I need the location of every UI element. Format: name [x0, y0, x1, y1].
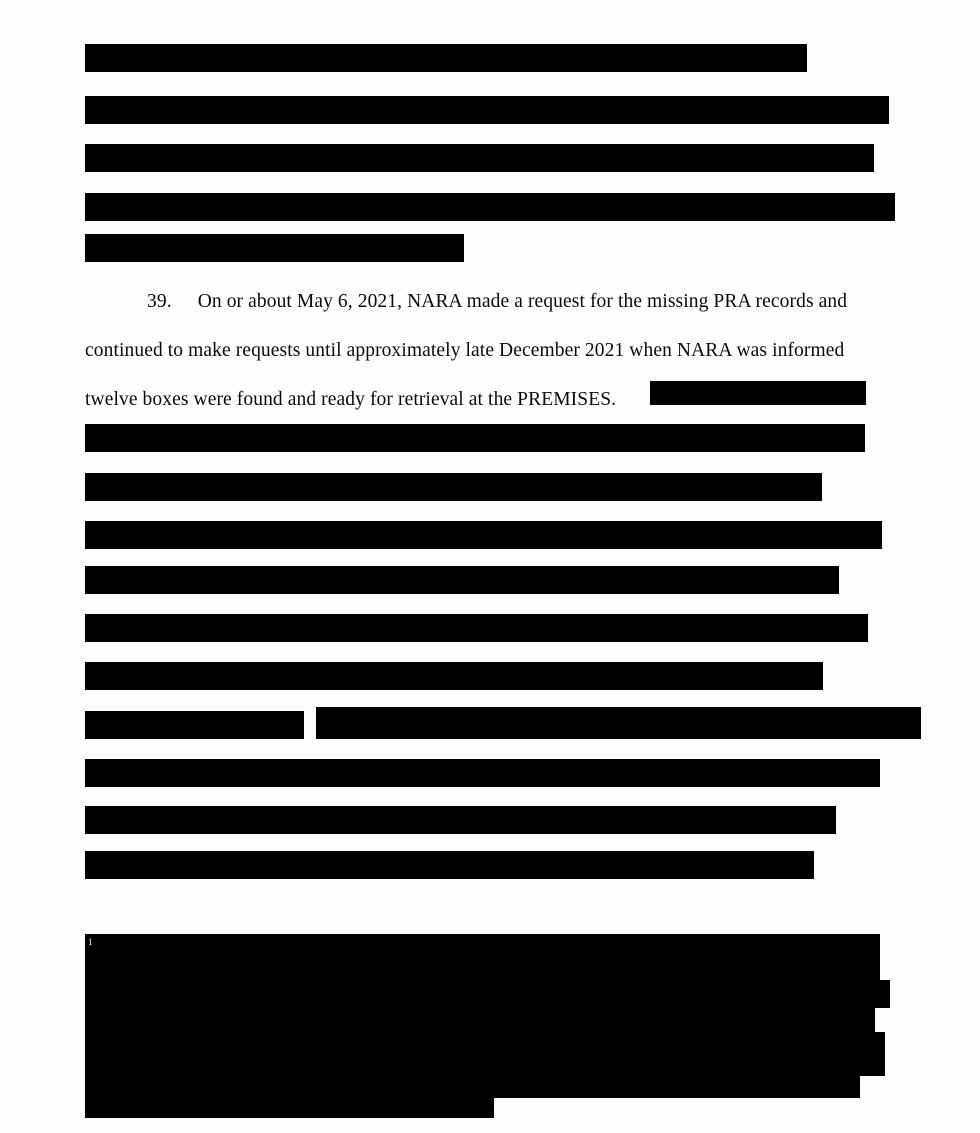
- redaction-bar: [85, 1098, 494, 1118]
- redaction-bar: [85, 473, 822, 501]
- paragraph-line-1: [85, 277, 895, 326]
- redaction-bar: [85, 980, 890, 1008]
- redaction-bar: [85, 44, 807, 72]
- redaction-bar: [85, 662, 823, 690]
- redaction-bar: [85, 711, 304, 739]
- paragraph-line-text: twelve boxes were found and ready for retrieval at the PREMISES.: [85, 389, 617, 410]
- redaction-bar: [85, 614, 868, 642]
- redaction-bar: [85, 521, 882, 549]
- redaction-bar: [85, 424, 865, 452]
- redaction-bar: [85, 759, 880, 787]
- redaction-bar: [85, 1008, 875, 1032]
- redaction-bar: [85, 1032, 885, 1076]
- redaction-bar: [85, 234, 464, 262]
- paragraph-line-text: continued to make requests until approximately late December 2021 when NARA was informed: [85, 340, 845, 361]
- redaction-bar: [85, 96, 889, 124]
- paragraph-line-2: [85, 326, 895, 375]
- footnote-marker: 1: [88, 937, 93, 947]
- redaction-bar: [85, 806, 836, 834]
- redaction-bar: [316, 707, 921, 739]
- redaction-bar: [85, 934, 880, 980]
- redaction-bar: [85, 193, 895, 221]
- redaction-bar-inline: [650, 381, 866, 405]
- redaction-bar: [85, 1076, 860, 1098]
- redaction-bar: [85, 851, 814, 879]
- redaction-bar: [85, 144, 874, 172]
- paragraph-line-text: On or about May 6, 2021, NARA made a request for the missing PRA records and: [197, 291, 848, 312]
- redaction-bar: [85, 566, 839, 594]
- paragraph-number: 39.: [147, 291, 172, 312]
